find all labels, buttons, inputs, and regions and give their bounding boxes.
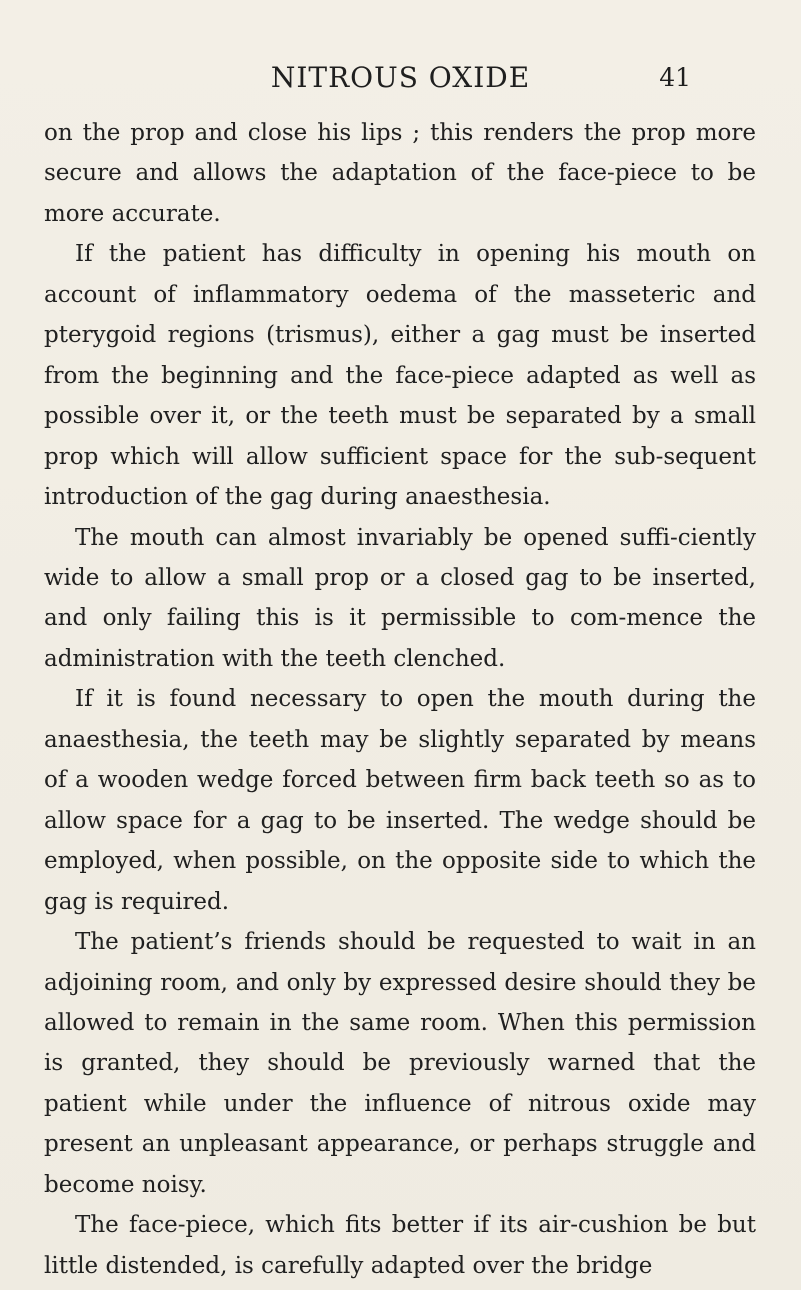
- paragraph-mouth-opening: [44, 518, 756, 680]
- paragraph-text: The face-piece, which fits better if its air-cushion be but little distended, is carefully adapted over the bridge: [44, 1212, 756, 1279]
- paragraph-text: on the prop and close his lips ; this renders the prop more secure and allows the adaptation of the face-piece to be more accurate.: [44, 120, 756, 227]
- running-head: [0, 58, 801, 98]
- paragraph-text: The mouth can almost invariably be opened suffi-ciently wide to allow a small prop or a closed gag to be inserted, and only failing this is it permissible to com-mence the administration with the teeth clenched.: [44, 524, 756, 672]
- paragraph-continuation: [44, 113, 756, 234]
- paragraph-face-piece: [44, 1205, 756, 1286]
- running-title: NITROUS OXIDE: [270, 61, 531, 94]
- paragraph-text: If the patient has difficulty in opening his mouth on account of inflammatory oedema of the masseteric and pterygoid regions (trismus), either a gag must be inserted from the beginning and the face-piece adapted as well as possible over it, or the teeth must be separated by a small prop which will allow sufficient space for the sub-sequent introduction of the gag during anaesthesia.: [44, 241, 756, 511]
- paragraph-text: The patient’s friends should be requested to wait in an adjoining room, and only by expressed desire should they be allowed to remain in the same room. When this permission is granted, they should be previously warned that the patient while under the influence of nitrous oxide may present an unpleasant appearance, or perhaps struggle and become noisy.: [44, 929, 756, 1198]
- page-number: 41: [659, 63, 691, 92]
- paragraph-trismus: [44, 234, 756, 517]
- paragraph-text: If it is found necessary to open the mouth during the anaesthesia, the teeth may be slightly separated by means of a wooden wedge forced between firm back teeth so as to allow space for a gag to be inserted. The wedge should be employed, when possible, on the opposite side to which the gag is required.: [44, 686, 756, 915]
- paragraph-wooden-wedge: [44, 679, 756, 922]
- paragraph-friends: [44, 922, 756, 1205]
- body-text: [44, 113, 756, 1286]
